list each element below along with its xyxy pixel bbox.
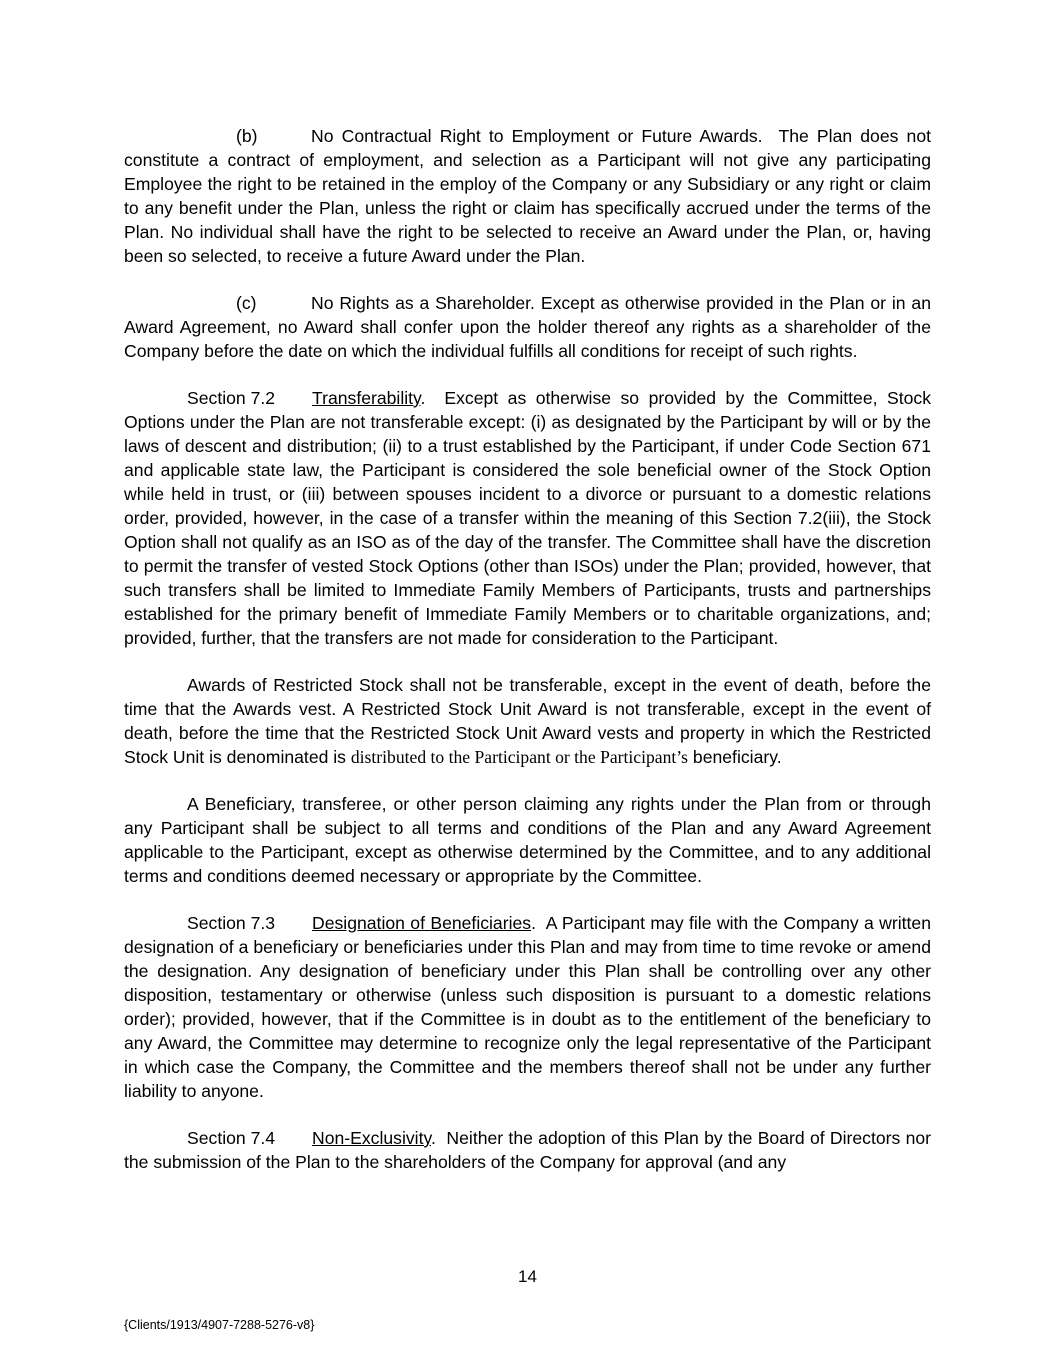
paragraph-b-label: (b) xyxy=(236,126,258,146)
restricted-stock-text-b: distributed to the Participant or the Participant’s xyxy=(350,747,689,767)
section-7-3-heading: Designation of Beneficiaries xyxy=(312,913,532,933)
page-number: 14 xyxy=(518,1267,537,1286)
paragraph-b-text: The Plan does not constitute a contract of employment, and selection as a Participant will not give any participating Employee the right to be retained in the employ of the Company or any Subsidiary or any right or claim to any benefit under the Plan, unless the right or claim has specifically accrued under the terms of the Plan. No individual shall have the right to be selected to receive an Award under the Plan, or, having been so selected, to receive a future Award under the Plan. xyxy=(124,126,931,266)
restricted-stock-text-a: Awards of Restricted Stock shall not be transferable, except in the event of death, before the time that the Awards vest. A Restricted Stock Unit Award is not transferable, except in the event of death, before the time that the Restricted Stock Unit Award vests and property in which the Restricted Stock Unit is denominated is xyxy=(124,675,931,767)
paragraph-c-heading: No Rights as a Shareholder. xyxy=(311,293,535,313)
paragraph-c xyxy=(124,291,931,363)
document-id: {Clients/1913/4907-7288-5276-v8} xyxy=(124,1318,315,1332)
section-7-2-label: Section 7.2 xyxy=(187,388,276,408)
section-7-2-text: Except as otherwise so provided by the Committee, Stock Options under the Plan are not transferable except: (i) as designated by the Participant by will or by the laws of descent and distribution; (ii) to a trust established by the Participant, if under Code Section 671 and applicable state law, the Participant is considered the sole beneficial owner of the Stock Option while held in trust, or (iii) between spouses incident to a divorce or pursuant to a domestic relations order, provided, however, in the case of a transfer within the meaning of this Section 7.2(iii), the Stock Option shall not qualify as an ISO as of the day of the transfer. The Committee shall have the discretion to permit the transfer of vested Stock Options (other than ISOs) under the Plan; provided, however, that such transfers shall be limited to Immediate Family Members of Participants, trusts and partnerships established for the primary benefit of Immediate Family Members or to charitable organizations, and; provided, further, that the transfers are not made for consideration to the Participant. xyxy=(124,388,931,648)
beneficiary-text: A Beneficiary, transferee, or other person claiming any rights under the Plan from or through any Participant shall be subject to all terms and conditions of the Plan and any Award Agreement applicable to the Participant, except as otherwise determined by the Committee, and to any additional terms and conditions deemed necessary or appropriate by the Committee. xyxy=(124,794,931,886)
document-body xyxy=(124,124,931,1197)
restricted-stock-text-c: beneficiary. xyxy=(692,747,782,767)
section-7-2-heading: Transferability xyxy=(312,388,421,408)
paragraph-b xyxy=(124,124,931,268)
paragraph-c-label: (c) xyxy=(236,293,257,313)
beneficiary-paragraph xyxy=(124,792,931,888)
section-7-4-label: Section 7.4 xyxy=(187,1128,276,1148)
section-7-4: Section 7.4 Non-Exclusivity. Neither the adoption of this Plan by the Board of Directors nor the submission of the Plan to the shareholders of the Company for approval (and any xyxy=(124,1128,931,1172)
section-7-3-label: Section 7.3 xyxy=(187,913,276,933)
section-7-2: Section 7.2 Transferability. Except as otherwise so provided by the Committee, Stock Options under the Plan are not transferable except: (i) as designated by the Participant by will or by the laws of descent and distribution; (ii) to a trust established by the Participant, if under Code Section 671 and applicable state law, the Participant is considered the sole beneficial owner of the Stock Option while held in trust, or (iii) between spouses incident to a divorce or pursuant to a domestic relations order, provided, however, in the case of a transfer within the meaning of this Section 7.2(iii), the Stock Option shall not qualify as an ISO as of the day of the transfer. The Committee shall have the discretion to permit the transfer of vested Stock Options (other than ISOs) under the Plan; provided, however, that such transfers shall be limited to Immediate Family Members of Participants, trusts and partnerships established for the primary benefit of Immediate Family Members or to charitable organizations, and; provided, further, that the transfers are not made for consideration to the Participant. xyxy=(124,388,931,648)
section-7-4-heading: Non-Exclusivity xyxy=(312,1128,431,1148)
restricted-stock-paragraph xyxy=(124,673,931,769)
paragraph-b-heading: No Contractual Right to Employment or Future Awards. xyxy=(311,126,763,146)
section-7-3-text: A Participant may file with the Company a written designation of a beneficiary or beneficiaries under this Plan and may from time to time revoke or amend the designation. Any designation of beneficiary under this Plan shall be controlling over any other disposition, testamentary or otherwise (unless such disposition is pursuant to a domestic relations order); provided, however, that if the Committee is in doubt as to the entitlement of the beneficiary to any Award, the Committee may determine to recognize only the legal representative of the Participant in which case the Company, the Committee and the members thereof shall not be under any further liability to anyone. xyxy=(124,913,932,1101)
section-7-4-text: Neither the adoption of this Plan by the Board of Directors nor the submission of the Plan to the shareholders of the Company for approval (and any xyxy=(124,1128,931,1172)
paragraph-c-text: Except as otherwise provided in the Plan or in an Award Agreement, no Award shall confer upon the holder thereof any rights as a shareholder of the Company before the date on which the individual fulfills all conditions for receipt of such rights. xyxy=(124,293,932,361)
section-7-3: Section 7.3 Designation of Beneficiaries. A Participant may file with the Company a written designation of a beneficiary or beneficiaries under this Plan and may from time to time revoke or amend the designation. Any designation of beneficiary under this Plan shall be controlling over any other disposition, testamentary or otherwise (unless such disposition is pursuant to a domestic relations order); provided, however, that if the Committee is in doubt as to the entitlement of the beneficiary to any Award, the Committee may determine to recognize only the legal representative of the Participant in which case the Company, the Committee and the members thereof shall not be under any further liability to anyone. xyxy=(124,913,932,1101)
